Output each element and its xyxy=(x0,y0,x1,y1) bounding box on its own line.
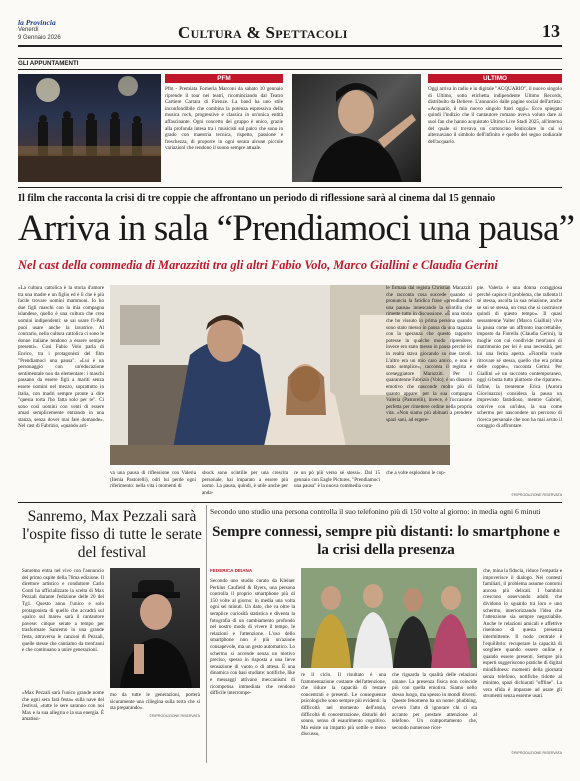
pfm-tag-box xyxy=(165,74,283,83)
pfm-photo xyxy=(18,74,161,182)
main-headline: Arriva in sala “Prendiamoci una pausa” xyxy=(18,208,575,249)
study-col1: Secondo uno studio curato da Kleiner Perkins Caufield & Byers, una persona controlla il proprio smartphone più di 150 volte al giorno: in media una volta ogni sei minuti. Un dato, che va oltre la semplice curiosità statistica e diventa la fotografia di un cambiamento profondo nel nostro modo di vivere il tempo, le relazioni e l'attenzione. L'uso dello smartphone non è più un'azione consapevole, ma un gesto automatico. Lo schermo si accende senza un motivo preciso, spesso in risposta a una lieve sensazione di vuoto o di attesa. È una dinamica con basi studiate: notifiche, like e messaggi attivano meccanismi di ricompensa immediata che rendono difficile interrompe- xyxy=(210,578,295,697)
main-col4-tail: che a volte esplodono le cop- xyxy=(386,470,446,476)
sanremo-text1: Sanremo entra nel vivo con l'annuncio del primo ospite della 76ma edizione. Il direttore artistico e conduttore Carlo Conti ha ufficializzato la scelta di Max Pezzali durante l'edizione delle 20 del Tg1. Questo anno l'unico e solo protagonista di quello che accadrà sul «palco sul mare» sarà il cantautore pavese: cinque serate a tempo per trasformare Sanremo in una grande festa, attraverso le canzoni di Pezzali, quelle stesse che cantiamo da trent'anni e che continuano a unire generazioni. xyxy=(22,568,104,654)
section-rule-2 xyxy=(18,502,562,503)
study-col4: che, mina la fiducia, riduce l'empatia e impoverisce il dialogo. Nei contesti familiari, il problema assume contorni ancora più delicati. I bambini crescono osservando adulti che dividono lo sguardo tra loro e uno schermo, interiorizzando l'idea che l'attenzione sia sempre negoziabile. Anche le relazioni amicali e affettive risentono di questa presenza intermittente. Il nodo centrale è l'equilibrio: recuperare la capacità di scegliere quando essere online e quando essere presenti. Sempre più esperti suggeriscono pratiche di digital mindfulness: momenti della giornata senza telefono, notifiche ridotte al minimo, spazi dichiarati "offline". La vera sfida è imparare ad usare gli strumenti senza esserne usati. xyxy=(483,568,562,700)
sanremo-photo xyxy=(110,568,200,688)
pfm-photo-art xyxy=(18,74,161,182)
main-col4: le firmata dal regista Christian Marazziti che racconta cosa succede quando si pronuncia la fatidica frase «prendiamoci una pausa» innescando la scintilla che rimette tutto in discussione. «È una storia che ho vissuto in prima persona quando sono stato messo in pausa da una ragazza con la speranza che questo rapporto potesse in qualche modo riprendere, invece ero stato messo in pausa perché lei in realtà stava giocando su due tavoli. L'altro era un mio caro amico, e non è stato semplice», racconta il regista e sceneggiatore Marazziti. Per il quarantenne Fabrizio (Volo), è un disastro emotivo che nasconde molto più di quanto appare: per la sua compagna Valeria (Pastorelli), invece, è l'occasione perfetta per rimettere ordine nella propria vita. «Non siamo più abituati a prendere spazi sani, ad ergere- xyxy=(386,285,472,423)
ultimo-tag-box xyxy=(428,74,562,83)
sanremo-text3: mo da tutte le generazioni, porterà sicuramente una ciliegina sulla torta che si sta preparando». xyxy=(110,692,200,712)
sanremo-photo-art xyxy=(110,568,200,688)
main-col3-tail: re un pò più verso sé stessi». Dal 15 gennaio con Eagle Pictures, "Prendiamoci una pausa" è la nuova commedia cora- xyxy=(294,470,380,490)
pfm-text: Pfm - Premiata Forneria Marconi da sabato 10 gennaio riprende il tour nei teatri, ricominciando dal Teatro Cartiere Carrara di Firenze. La band ha uno stile inconfondibile che combina la potenza espressiva della musica rock, progressive e classica in un'unica entità affascinante. Ogni concerto dei gruppo è unico, grazie alla profonda intesa tra i musicisti sul palco che sono in grado con maestria tecnica, rispetto, passione e freschezza, di proporre in ogni serata alcune piccole variazioni che rendono il suono sempre attuale. xyxy=(165,86,283,152)
study-photo xyxy=(301,568,477,668)
main-kicker: Il film che racconta la crisi di tre coppie che affrontano un periodo di riflessione sarà al cinema dal 15 gennaio xyxy=(18,193,496,204)
study-author: FEDERICA DEIANA xyxy=(210,568,253,573)
ultimo-photo xyxy=(292,74,421,182)
masthead-rule xyxy=(18,45,562,47)
paper-name: la Provincia xyxy=(18,18,56,27)
issue-weekday: Venerdì xyxy=(18,27,39,33)
main-subhead: Nel cast della commedia di Marazzitti tra gli altri Fabio Volo, Marco Giallini e Claudia Gerini xyxy=(18,258,498,272)
sanremo-headline: Sanremo, Max Pezzali sarà l'ospite fisso di tutte le serate del festival xyxy=(22,508,202,561)
section-title: Cultura & Spettacoli xyxy=(178,23,348,42)
masthead xyxy=(18,18,562,44)
pfm-tag: PFM xyxy=(217,75,231,82)
study-col3: che riguarda la qualità delle relazioni umane. La presenza fisica non coincide più con quella emotiva. Siamo nello stesso luogo, ma spesso in mondi diversi. Questo fenomeno ha un nome: phubbing, ovvero l'atto di ignorare chi ci sta accanto per prestare attenzione al telefono. Un comportamento che, secondo numerose ricer- xyxy=(392,672,477,731)
section-rule-1 xyxy=(18,187,562,188)
appuntamenti-strip xyxy=(18,58,562,70)
study-photo-art xyxy=(301,568,477,668)
ultimo-text: Oggi arriva in radio e in digitale "ACQUARIO", il nuovo singolo di Ultimo, sotto etichetta indipendente Ultimo Records, distribuito da Believe. L'annuncio dalle pagine social dell'artista: «Acquario, il mio nuovo singolo fuori oggi». Ecco spiegato quindi l'indizio che il cantautore romano aveva voluto dare ai suoi fan che hanno acquistato Ultimo Live Stadi 2025, all'interno del quale si trovava un cartoncino lenticolare in cui si alternavano il simbolo dell'infinito e quello del segno zodiacale dell'acquario. xyxy=(428,86,562,145)
main-col5: pie. Valeria è una donna coraggiosa perché capisce il problema, che rallenta il sé stessa, ascolta la sua relazione, anche se sui se stessa, un cosa che si costruisce quindi di questo tempo». Il quasi sessantenne Valter (Marco Giallini) vive la pausa come un affronto inaccettabile, imposto da Fiorella (Claudia Gerini), la moglie con cui condivide trent'anni di matrimonio per lei è una necessità, per lui una ferita aperta. «Fiorella vuole ritrovare sé stessa, quello che era prima delle coppie», racconta Gerini. Per Giallini «è un racconto contemporaneo, oggi si butta tutto piuttosto che riparare». Infine, la trentenne Erica (Aurora Giovinazzo) considera la pausa un imprevisto fastidioso, mentre Gabriel, convive con un'idea, la sua come schermo per nascondere un percorso di ricerca personale che non ha mai avuto il coraggio di affrontare. xyxy=(477,285,562,430)
issue-date: 9 Gennaio 2026 xyxy=(18,35,61,41)
column-divider xyxy=(206,505,207,763)
ultimo-tag: ULTIMO xyxy=(482,75,508,82)
study-col2: re il ciclo. Il risultato è una frammentazione costante dell'attenzione, che riduce la capacità di restare concentrati e presenti. Le conseguenze psicologiche sono sempre più evidenti: la difficoltà nel momento dell'ansia, difficoltà di concentrazione, disturbi del sonno, senso di esaurimento cognitivo. Ma esiste un impatto più sottile e meno discusso, xyxy=(301,672,386,738)
appuntamenti-label: GLI APPUNTAMENTI xyxy=(18,60,79,67)
study-credit: ©RIPRODUZIONE RISERVATA xyxy=(511,751,562,755)
sanremo-text2: «Max Pezzali sarà l'unico grande nome che ogni sera farà festa» sulla nave del festival, «tutte le sere saranno con noi Max e la sua allegria e la sua energia. È amatissi- xyxy=(22,690,104,723)
main-col1: «La cultura cattolica è la storia d'amore tra una madre e un figlio ed è lì che è più facile trovare uomini mammoni. Io ho due figli maschi con la mia compagna islandese, quello è una cultura che crea uomini indipendenti: se sai usare l'i-Pad puoi usare anche la lavatrice. Al contrario, nella cultura cattolica ci sono le donne italiane tendono a essere sempre presenti». Così Fabio Volo parla di Enrico, tra i protagonisti del film "Prendiamoci una pausa". «Lui è un personaggio con un'educazione sentimentale non da elementare: i maschi passano da essere figli a mariti senza essere uomini nel mezzo, soprattutto in Italia, con madri sempre pronte a dire "questa torta l'ho fatta solo per te". Ci sono così uomini con venti di essere amati semplicemente entrando in una stanza, senza dover mai fare domande». Nel cast di Fabrizio, «quando arri- xyxy=(18,285,104,430)
study-headline: Sempre connessi, sempre più distanti: lo smartphone e la crisi della presenza xyxy=(212,524,560,558)
ultimo-photo-art xyxy=(292,74,421,182)
page-number: 13 xyxy=(542,21,560,41)
sanremo-credit: ©RIPRODUZIONE RISERVATA xyxy=(149,714,200,718)
main-col1-tail: va una pausa di riflessione con Valeria (Ilenia Pastorelli), odri lui perde ogni riferimento: nella vita i momenti di xyxy=(110,470,196,490)
study-kicker: Secondo uno studio una persona controlla il suo telefonino più di 150 volte al giorno: in media ogni 6 minuti xyxy=(210,507,541,516)
main-credit: ©RIPRODUZIONE RISERVATA xyxy=(511,493,562,497)
main-col2-tail: shock sono scintille per una crescita personale, hai imparato a essere più uomo. La pausa, quindi, è utile anche per anda- xyxy=(202,470,288,496)
